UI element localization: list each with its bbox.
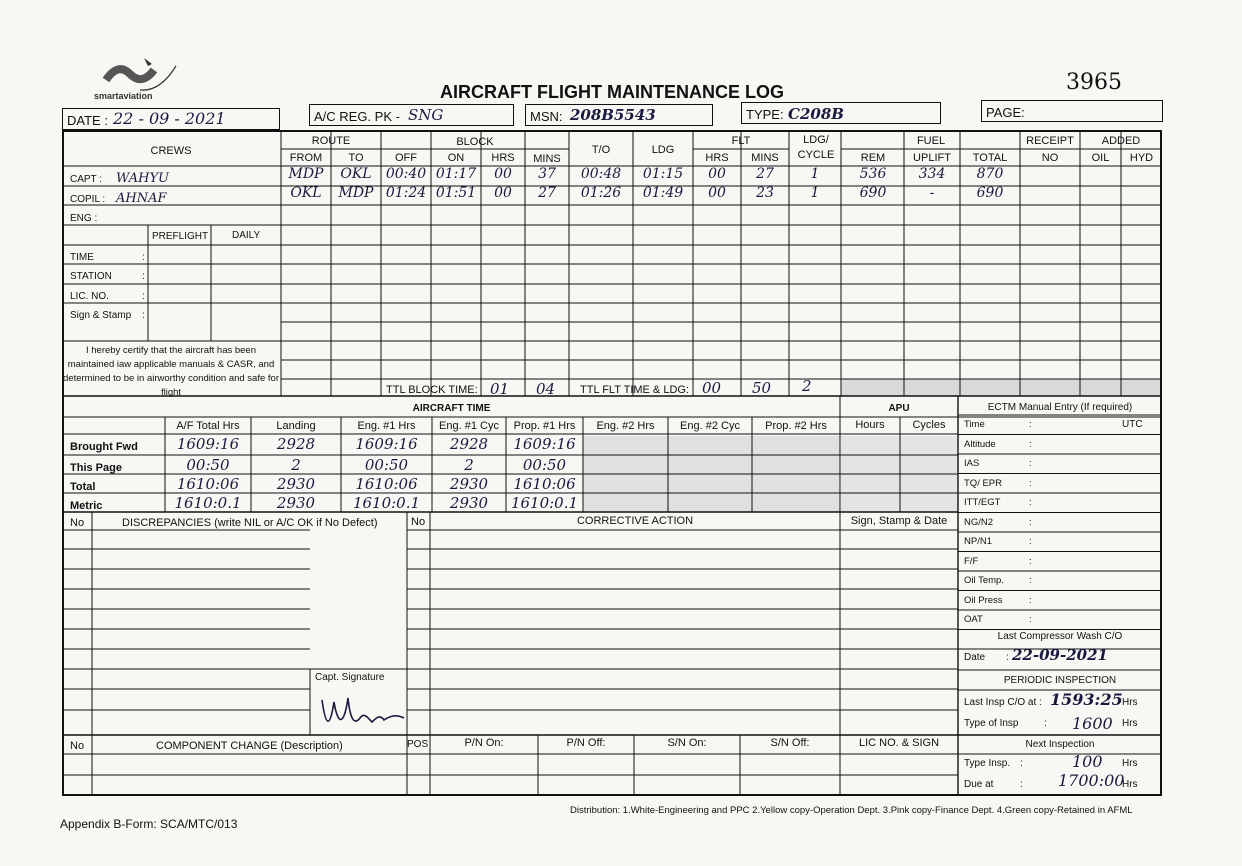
aircraft-time-row-label: Total: [70, 481, 96, 493]
ectm-item-label: Oil Press: [964, 594, 1003, 606]
station-label: STATION: [70, 271, 112, 282]
ttl-block-hrs: 01: [490, 380, 510, 398]
ectm-item-colon: :: [1029, 497, 1032, 508]
block-heading: BLOCK: [456, 136, 494, 148]
disc-no-heading: No: [70, 517, 85, 529]
flight-flt_hrs-cell: 00: [708, 166, 726, 182]
flight-mins-cell: 27: [538, 185, 556, 201]
periodic-heading: PERIODIC INSPECTION: [1003, 675, 1117, 686]
ectm-item-colon: :: [1029, 419, 1032, 430]
corrective-action-heading: CORRECTIVE ACTION: [576, 515, 694, 527]
rem-heading: REM: [860, 152, 886, 164]
copil-label: COPIL :: [70, 194, 106, 205]
ldg-heading: LDG: [651, 144, 675, 156]
from-heading: FROM: [289, 152, 323, 164]
aircraft-time-col-heading: A/F Total Hrs: [176, 420, 240, 432]
msn-box: MSN: 208B5543: [525, 104, 713, 126]
flight-rem-cell: 690: [859, 185, 887, 201]
flight-off-cell: 01:24: [385, 185, 427, 201]
aircraft-time-cell: 2930: [449, 475, 489, 493]
company-logo: [94, 52, 190, 104]
aircraft-time-col-heading: Eng. #2 Cyc: [680, 420, 740, 432]
appendix-label: Appendix B-Form: SCA/MTC/013: [60, 817, 238, 831]
apu-hours-heading: Hours: [855, 419, 885, 431]
flt-mins-heading: MINS: [751, 152, 779, 164]
flight-mins-cell: 37: [538, 166, 556, 182]
flt-hrs-heading: HRS: [705, 152, 729, 164]
type-insp-value: 1600: [1072, 714, 1113, 733]
ectm-item-colon: :: [1029, 614, 1032, 625]
flight-flt_hrs-cell: 00: [708, 185, 726, 201]
compressor-heading: Last Compressor Wash C/O: [997, 631, 1123, 642]
last-insp-value: 1593:25: [1050, 690, 1123, 709]
station-colon: :: [142, 271, 145, 282]
aircraft-time-cell: 2930: [449, 494, 489, 512]
flight-on-cell: 01:17: [435, 166, 477, 182]
ectm-item-label: F/F: [964, 555, 979, 567]
hrs-heading: HRS: [491, 152, 515, 164]
copil-name: AHNAF: [116, 191, 167, 206]
date-box: DATE : 22 - 09 - 2021: [62, 108, 280, 130]
ectm-item-colon: :: [1029, 438, 1032, 450]
due-value: 1700:00: [1058, 771, 1125, 790]
flight-uplift-cell: 334: [918, 166, 946, 182]
page-title: AIRCRAFT FLIGHT MAINTENANCE LOG: [440, 82, 784, 102]
due-colon: :: [1020, 779, 1023, 790]
fuel-heading: FUEL: [916, 135, 946, 147]
corr-no-heading: No: [411, 516, 426, 528]
on-heading: ON: [447, 152, 465, 164]
oil-heading: OIL: [1091, 152, 1110, 164]
ectm-item-label: Oil Temp.: [964, 575, 1004, 586]
type-insp-colon: :: [1044, 718, 1047, 729]
apu-heading: APU: [888, 403, 910, 414]
aircraft-time-col-heading: Prop. #1 Hrs: [513, 420, 576, 432]
ldg-cycle-heading: LDG/ CYCLE: [797, 134, 835, 161]
aircraft-time-row-label: Brought Fwd: [70, 441, 138, 453]
flight-cycle-cell: 1: [810, 166, 820, 182]
receipt-no-heading: NO: [1041, 152, 1059, 164]
ectm-item-colon: :: [1029, 594, 1032, 606]
ectm-item-label: Altitude: [964, 438, 996, 450]
flight-from-cell: OKL: [290, 185, 322, 201]
aircraft-time-cell: 1609:16: [176, 435, 240, 453]
aircraft-time-cell: 00:50: [364, 456, 409, 474]
ttl-block-label: TTL BLOCK TIME:: [386, 384, 478, 396]
sign-colon: :: [142, 310, 145, 321]
flight-rem-cell: 536: [859, 166, 887, 182]
total-heading: TOTAL: [972, 152, 1008, 164]
flight-total-cell: 870: [976, 166, 1004, 182]
type-insp-label: Type of Insp: [964, 718, 1019, 729]
type-box: TYPE: C208B: [741, 102, 941, 124]
flight-takeoff-cell: 01:26: [580, 185, 622, 201]
next-type-value: 100: [1072, 752, 1103, 771]
time-label: TIME: [70, 252, 94, 263]
certification-text: I hereby certify that the aircraft has been maintained iaw applicable manuals & CASR, and determined to be in airworthy condition and safe for flight: [63, 345, 279, 398]
ectm-item-label: ITT/EGT: [964, 497, 1001, 508]
sn-on-heading: S/N On:: [667, 737, 707, 749]
next-type-label: Type Insp.: [964, 758, 1011, 769]
last-insp-hrs: Hrs: [1122, 697, 1138, 708]
aircraft-time-cell: 1610:06: [176, 475, 240, 493]
to-heading: TO: [348, 152, 364, 164]
sign-label: Sign & Stamp: [70, 310, 132, 321]
ttl-flt-hrs: 00: [702, 379, 722, 397]
component-heading: COMPONENT CHANGE (Description): [156, 740, 343, 752]
aircraft-time-cell: 2928: [449, 435, 489, 453]
aircraft-time-col-heading: Eng. #2 Hrs: [596, 420, 655, 432]
msn-value: 208B5543: [570, 106, 656, 124]
ectm-item-label: Time: [964, 419, 985, 430]
lic-colon: :: [142, 291, 145, 302]
flight-to-cell: OKL: [340, 166, 372, 182]
pos-heading: POS: [407, 739, 429, 750]
discrepancies-heading: DISCREPANCIES (write NIL or A/C OK if No Defect): [122, 517, 378, 529]
aircraft-time-col-heading: Prop. #2 Hrs: [765, 420, 827, 432]
pn-on-heading: P/N On:: [464, 737, 504, 749]
lic-label: LIC. NO.: [70, 291, 109, 302]
compressor-date-colon: :: [1006, 652, 1009, 663]
off-heading: OFF: [395, 152, 417, 164]
flight-cycle-cell: 1: [810, 185, 820, 201]
ectm-item-colon: :: [1029, 477, 1032, 489]
ectm-item-colon: :: [1029, 575, 1032, 586]
takeoff-heading: T/O: [591, 144, 611, 156]
mins-heading: MINS: [533, 153, 561, 165]
flight-hrs-cell: 00: [494, 185, 512, 201]
due-hrs: Hrs: [1122, 779, 1138, 790]
apu-cycles-heading: Cycles: [912, 419, 946, 431]
sign-stamp-heading: Sign, Stamp & Date: [850, 515, 948, 527]
capt-label: CAPT :: [70, 174, 103, 185]
hyd-heading: HYD: [1129, 152, 1154, 164]
aircraft-time-cell: 2930: [276, 494, 316, 512]
flight-takeoff-cell: 00:48: [580, 166, 622, 182]
flight-to-cell: MDP: [338, 185, 374, 201]
aircraft-time-row-label: Metric: [70, 500, 103, 512]
capt-signature-label: Capt. Signature: [315, 672, 385, 683]
flight-total-cell: 690: [976, 185, 1004, 201]
aircraft-time-cell: 2928: [276, 435, 316, 453]
aircraft-time-cell: 1610:06: [355, 475, 418, 493]
type-insp-hrs: Hrs: [1122, 718, 1138, 729]
date-value: 22 - 09 - 2021: [113, 109, 226, 128]
compressor-date-value: 22-09-2021: [1012, 646, 1108, 664]
ectm-item-colon: :: [1029, 555, 1032, 567]
aircraft-time-cell: 1610:0.1: [510, 494, 579, 512]
ectm-item-label: IAS: [964, 458, 980, 469]
aircraft-time-cell: 2930: [276, 475, 316, 493]
ectm-item-colon: :: [1029, 516, 1032, 528]
distribution-note: Distribution: 1.White-Engineering and PPC 2.Yellow copy-Operation Dept. 3.Pink copy-Finance Dept. 4.Green copy-Retained in AFML: [570, 805, 1133, 816]
route-heading: ROUTE: [311, 135, 351, 147]
aircraft-time-cell: 1610:06: [513, 475, 576, 493]
ectm-utc: UTC: [1122, 419, 1143, 430]
ectm-item-label: NG/N2: [964, 516, 994, 528]
reg-box: A/C REG. PK - SNG: [309, 104, 514, 126]
aircraft-time-cell: 1610:0.1: [174, 494, 242, 512]
aircraft-time-col-heading: Eng. #1 Cyc: [439, 420, 499, 432]
aircraft-time-cell: 1609:16: [355, 435, 418, 453]
capt-name: WAHYU: [116, 171, 169, 186]
comp-no-heading: No: [70, 740, 85, 752]
captain-signature-icon: [318, 688, 408, 736]
pn-off-heading: P/N Off:: [566, 737, 606, 749]
ectm-item-colon: :: [1029, 536, 1032, 547]
next-type-hrs: Hrs: [1122, 758, 1138, 769]
ectm-heading: ECTM Manual Entry (If required): [987, 402, 1133, 413]
sn-off-heading: S/N Off:: [770, 737, 810, 749]
aircraft-time-col-heading: Eng. #1 Hrs: [357, 420, 416, 432]
aircraft-time-col-heading: Landing: [276, 420, 316, 432]
flight-uplift-cell: -: [929, 185, 935, 201]
ectm-item-label: TQ/ EPR: [964, 477, 1003, 489]
due-label: Due at: [964, 779, 994, 790]
crews-heading: CREWS: [150, 145, 192, 157]
type-value: C208B: [788, 105, 844, 123]
aircraft-time-row-label: This Page: [70, 462, 122, 474]
aircraft-time-heading: AIRCRAFT TIME: [412, 403, 491, 414]
lic-sign-heading: LIC NO. & SIGN: [858, 737, 940, 749]
flight-from-cell: MDP: [288, 166, 324, 182]
ttl-ldg: 2: [802, 377, 812, 395]
next-insp-heading: Next Inspection: [1025, 739, 1095, 750]
preflight-label: PREFLIGHT: [152, 231, 209, 242]
last-insp-label: Last Insp C/O at :: [964, 697, 1042, 708]
flight-flt_mins-cell: 23: [756, 185, 774, 201]
ttl-block-mins: 04: [536, 380, 556, 398]
daily-label: DAILY: [232, 230, 261, 241]
flight-flt_mins-cell: 27: [756, 166, 774, 182]
uplift-heading: UPLIFT: [913, 152, 951, 164]
ttl-flt-mins: 50: [752, 379, 772, 397]
compressor-date-label: Date: [964, 652, 986, 663]
flight-ldg-cell: 01:15: [642, 166, 684, 182]
aircraft-time-cell: 1609:16: [513, 435, 576, 453]
aircraft-time-cell: 1610:0.1: [352, 494, 421, 512]
flight-ldg-cell: 01:49: [642, 185, 684, 201]
flt-heading: FLT: [731, 135, 751, 147]
form-number: 3965: [1066, 70, 1122, 95]
time-colon: :: [142, 252, 145, 263]
ttl-flt-label: TTL FLT TIME & LDG:: [580, 384, 690, 396]
logo-text: smartaviation: [94, 91, 153, 101]
reg-value: SNG: [408, 106, 444, 124]
flight-hrs-cell: 00: [494, 166, 512, 182]
ectm-item-label: OAT: [964, 614, 983, 625]
flight-on-cell: 01:51: [435, 185, 477, 201]
aircraft-time-cell: 2: [464, 456, 474, 474]
ectm-item-colon: :: [1029, 458, 1032, 469]
aircraft-time-cell: 00:50: [522, 456, 567, 474]
added-heading: ADDED: [1101, 135, 1141, 147]
page-box: PAGE:: [981, 100, 1163, 122]
aircraft-time-cell: 2: [291, 456, 301, 474]
next-type-colon: :: [1020, 758, 1023, 769]
receipt-heading: RECEIPT: [1026, 135, 1074, 147]
ectm-item-label: NP/N1: [964, 536, 992, 547]
aircraft-time-cell: 00:50: [186, 456, 230, 474]
flight-off-cell: 00:40: [385, 166, 427, 182]
eng-label: ENG :: [70, 213, 98, 224]
